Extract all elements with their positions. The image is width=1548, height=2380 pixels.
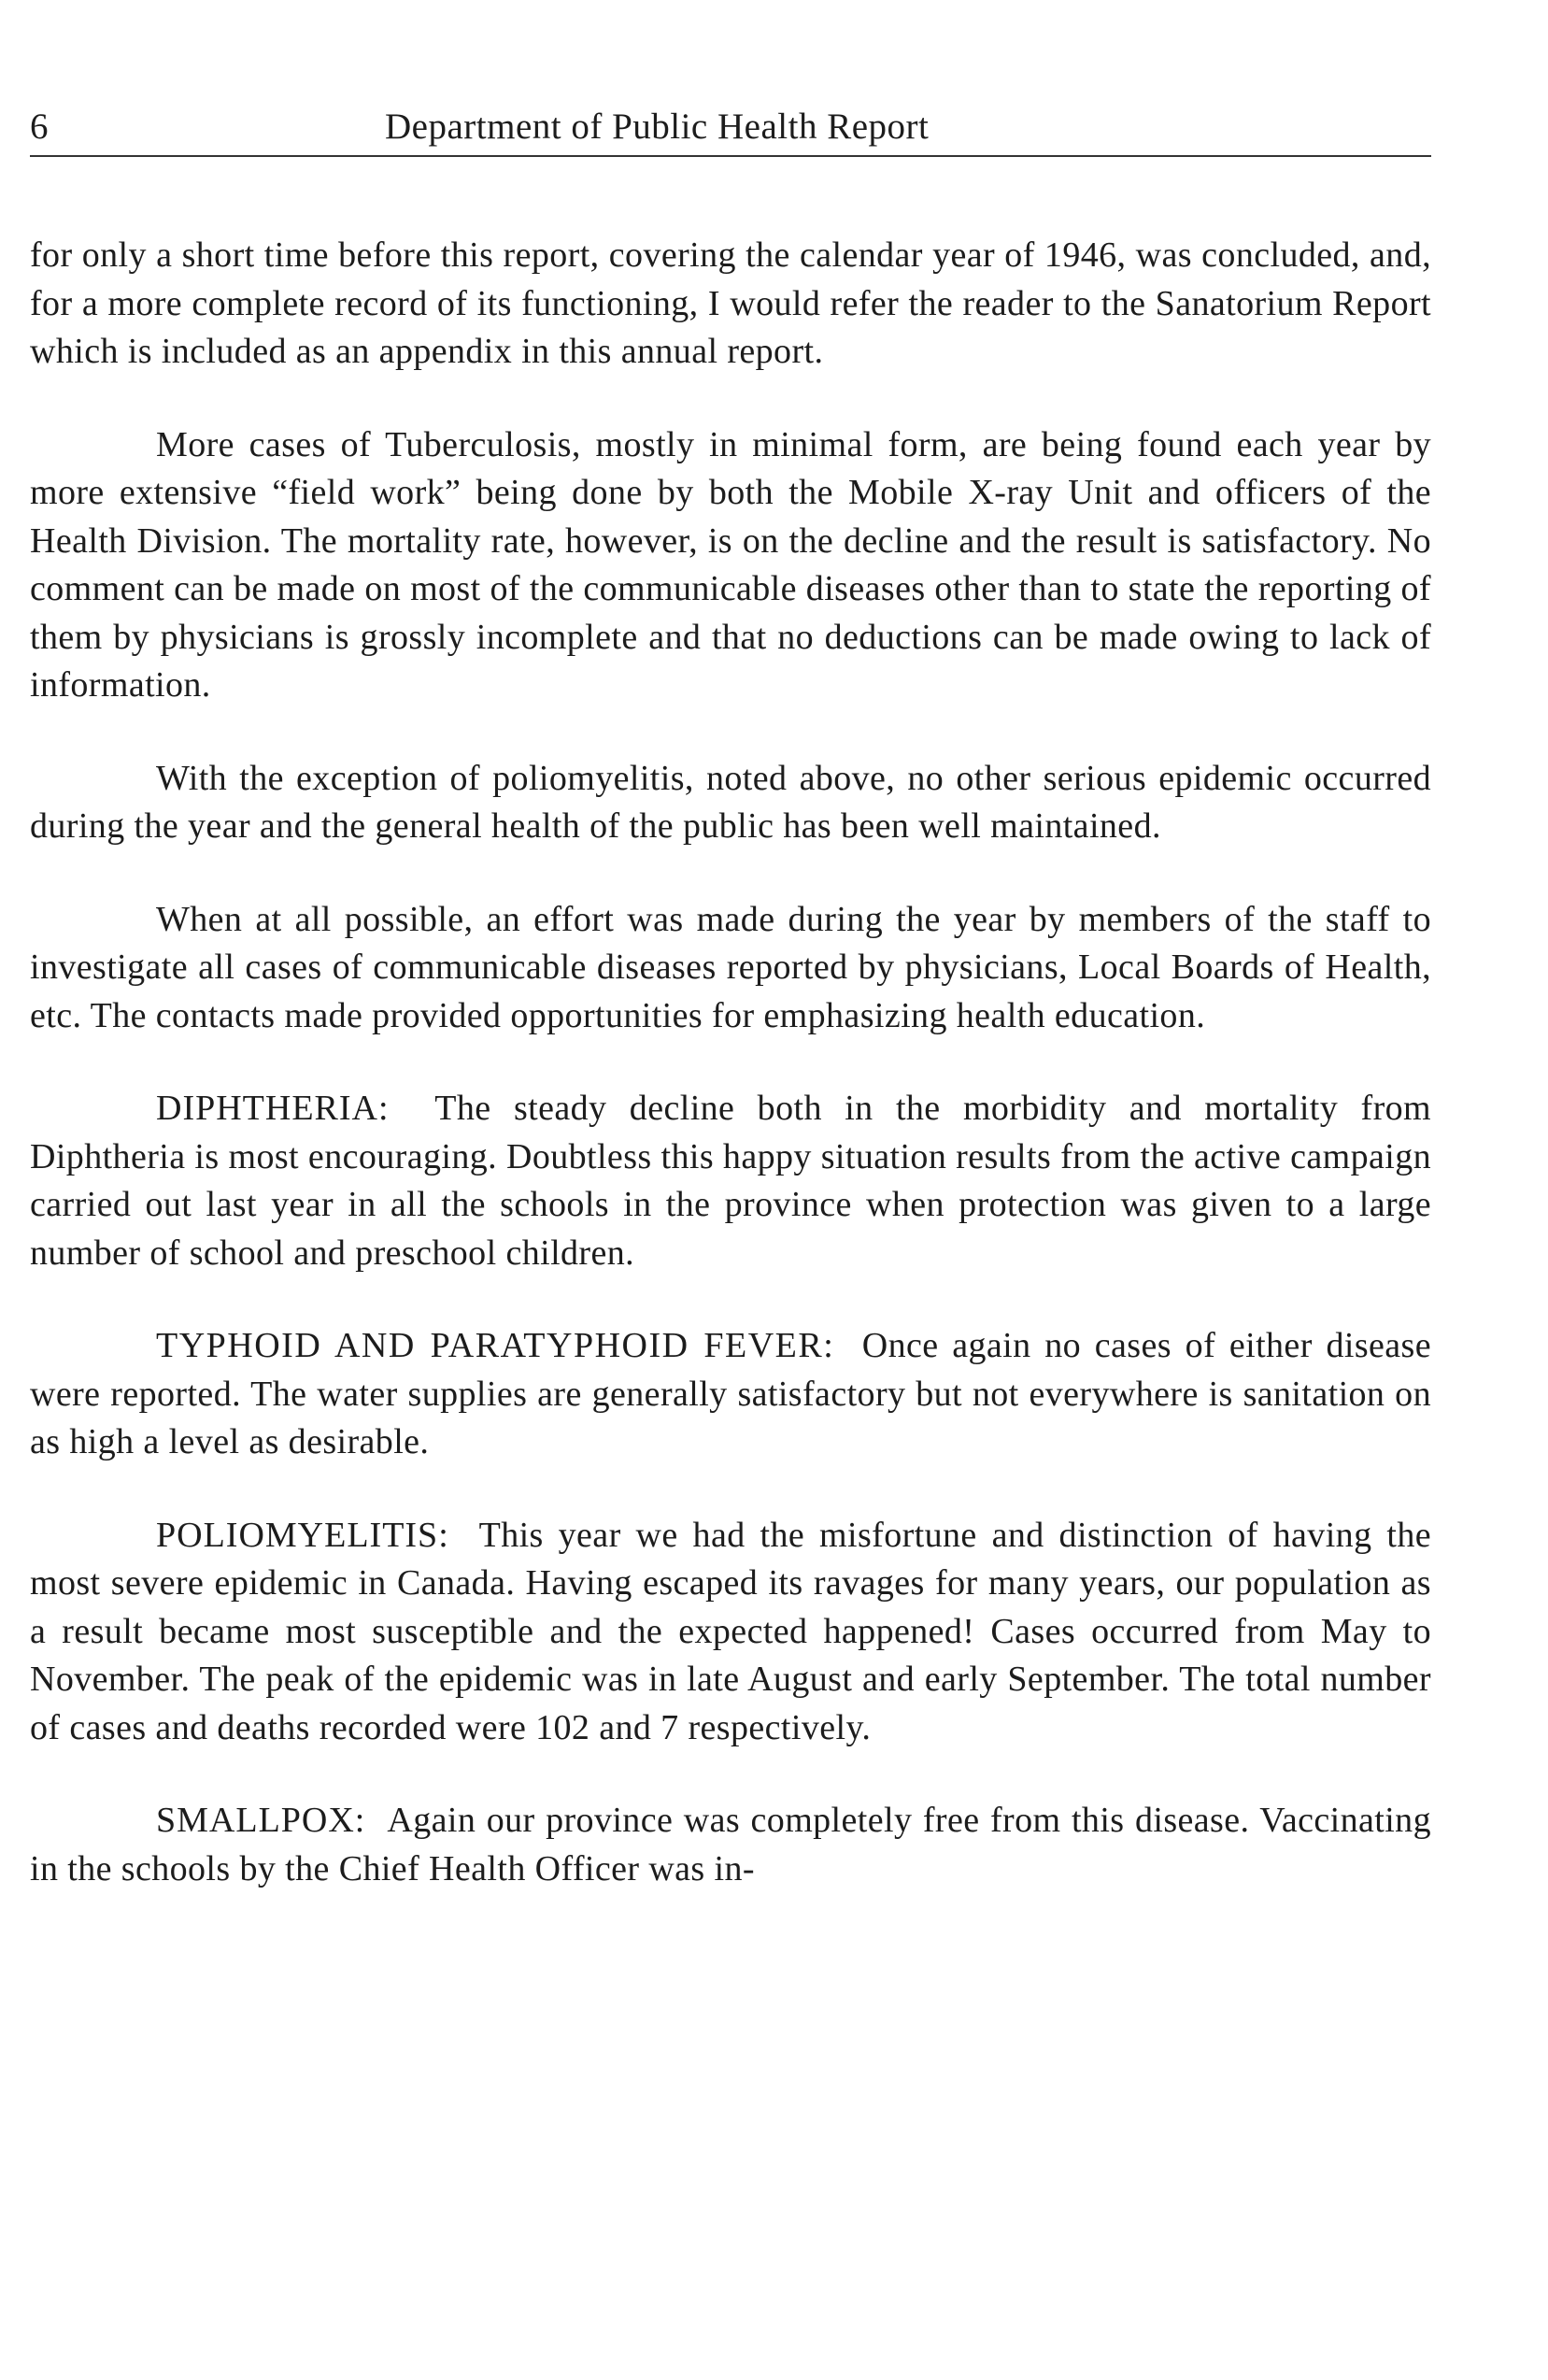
paragraph-text: Again our province was completely free from this disease. Vaccinating in the schools by the Chief Health Officer was in- [30,1801,1431,1888]
paragraph-text: The steady decline both in the morbidity and mortality from Diphtheria is most encouraging. Doubtless this happy situation results from the active campaign carried out last year in all the schools in the province when protection was given to a large number of school and preschool children. [30,1089,1431,1273]
section-heading-poliomyelitis: POLIOMYELITIS: [156,1515,449,1555]
running-header [30,99,1431,157]
body-text [30,232,1431,1938]
paragraph-typhoid [30,1322,1431,1467]
section-heading-smallpox: SMALLPOX: [156,1801,366,1840]
paragraph-text: This year we had the misfortune and distinction of having the most severe epidemic in Canada. Having escaped its ravages for many years, our population as a result became most susceptible and the expected happened! Cases occurred from May to November. The peak of the epidemic was in late August and early September. The total number of cases and deaths recorded were 102 and 7 respectively. [30,1515,1431,1747]
paragraph-sanatorium [30,232,1431,377]
paragraph-text: With the exception of poliomyelitis, noted above, no other serious epidemic occurred during the year and the general health of the public has been well maintained. [30,758,1431,846]
paragraph-investigations [30,896,1431,1041]
section-heading-diphtheria: DIPHTHERIA: [156,1089,390,1128]
paragraph-text: Once again no cases of either disease were reported. The water supplies are generally satisfactory but not everywhere is sanitation on as high a level as desirable. [30,1326,1431,1461]
paragraph-poliomyelitis [30,1512,1431,1753]
paragraph-smallpox [30,1797,1431,1893]
paragraph-text: for only a short time before this report, covering the calendar year of 1946, was concluded, and, for a more complete record of its functioning, I would refer the reader to the Sanatorium Report which is included as an appendix in this annual report. [30,235,1431,371]
paragraph-text: When at all possible, an effort was made during the year by members of the staff to investigate all cases of communicable diseases reported by physicians, Local Boards of Health, etc. The contacts made provided opportunities for emphasizing health education. [30,899,1431,1035]
paragraph-tuberculosis [30,421,1431,710]
paragraph-poliomyelitis-exception [30,755,1431,851]
running-title: Department of Public Health Report [385,107,930,147]
paragraph-text: More cases of Tuberculosis, mostly in minimal form, are being found each year by more extensive “field work” being done by both the Mobile X-ray Unit and officers of the Health Division. The mortality rate, however, is on the decline and the result is satisfactory. No comment can be made on most of the communicable diseases other than to state the reporting of them by physicians is grossly incomplete and that no deductions can be made owing to lack of information. [30,424,1431,705]
page-number: 6 [30,107,49,147]
paragraph-diphtheria [30,1085,1431,1277]
section-heading-typhoid: TYPHOID AND PARATYPHOID FEVER: [156,1326,835,1365]
